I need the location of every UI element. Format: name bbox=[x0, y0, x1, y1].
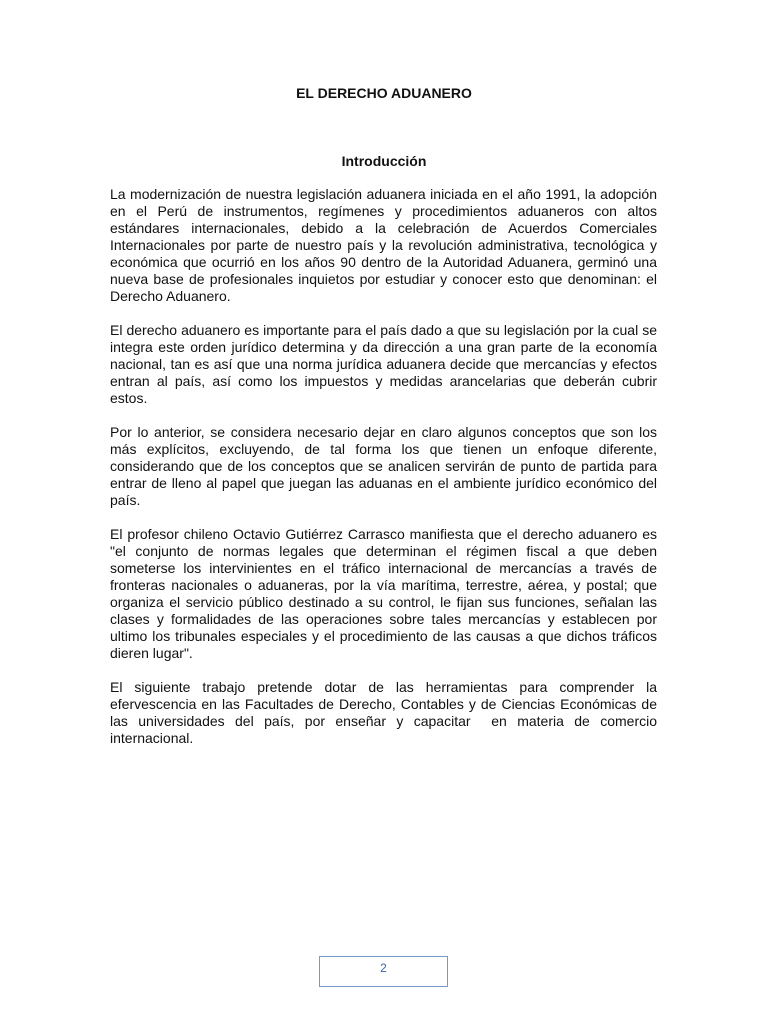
paragraph-3: Por lo anterior, se considera necesario dejar en claro algunos conceptos que son los más explícitos, excluyendo, de tal forma los que tienen un enfoque diferente, considerando que de los conceptos que se analicen servirán de punto de partida para entrar de lleno al papel que juegan las aduanas en el ambiente jurídico económico del país. bbox=[110, 424, 661, 508]
paragraph-1: La modernización de nuestra legislación aduanera iniciada en el año 1991, la adopción en el Perú de instrumentos, regímenes y procedimientos aduaneros con altos estándares internacionales, debido a la celebración de Acuerdos Comerciales Internacionales por parte de nuestro país y la revolución administrativa, tecnológica y económica que ocurrió en los años 90 dentro de la Autoridad Aduanera, germinó una nueva base de profesionales inquietos por estudiar y conocer esto que denominan: el Derecho Aduanero. bbox=[110, 186, 661, 304]
body-text bbox=[110, 186, 661, 764]
page-number: 2 bbox=[319, 956, 448, 987]
document-title: EL DERECHO ADUANERO bbox=[296, 85, 472, 101]
paragraph-2: El derecho aduanero es importante para el país dado a que su legislación por la cual se integra este orden jurídico determina y da dirección a una gran parte de la economía nacional, tan es así que una norma jurídica aduanera decide que mercancías y efectos entran al país, así como los impuestos y medidas arancelarias que deberán cubrir estos. bbox=[110, 322, 661, 406]
section-heading: Introducción bbox=[341, 153, 427, 169]
paragraph-5: El siguiente trabajo pretende dotar de las herramientas para comprender la efervescencia en las Facultades de Derecho, Contables y de Ciencias Económicas de las universidades del país, por enseñar y capacitar en materia de comercio internacional. bbox=[110, 679, 661, 746]
paragraph-4: El profesor chileno Octavio Gutiérrez Carrasco manifiesta que el derecho aduanero es "el conjunto de normas legales que determinan el régimen fiscal a que deben someterse los intervinientes en el tráfico internacional de mercancías a través de fronteras nacionales o aduaneras, por la vía marítima, terrestre, aérea, y postal; que organiza el servicio público destinado a su control, le fijan sus funciones, señalan las clases y formalidades de las operaciones sobre tales mercancías y establecen por ultimo los tribunales especiales y el procedimiento de las causas a que dichos tráficos dieren lugar". bbox=[110, 526, 661, 661]
